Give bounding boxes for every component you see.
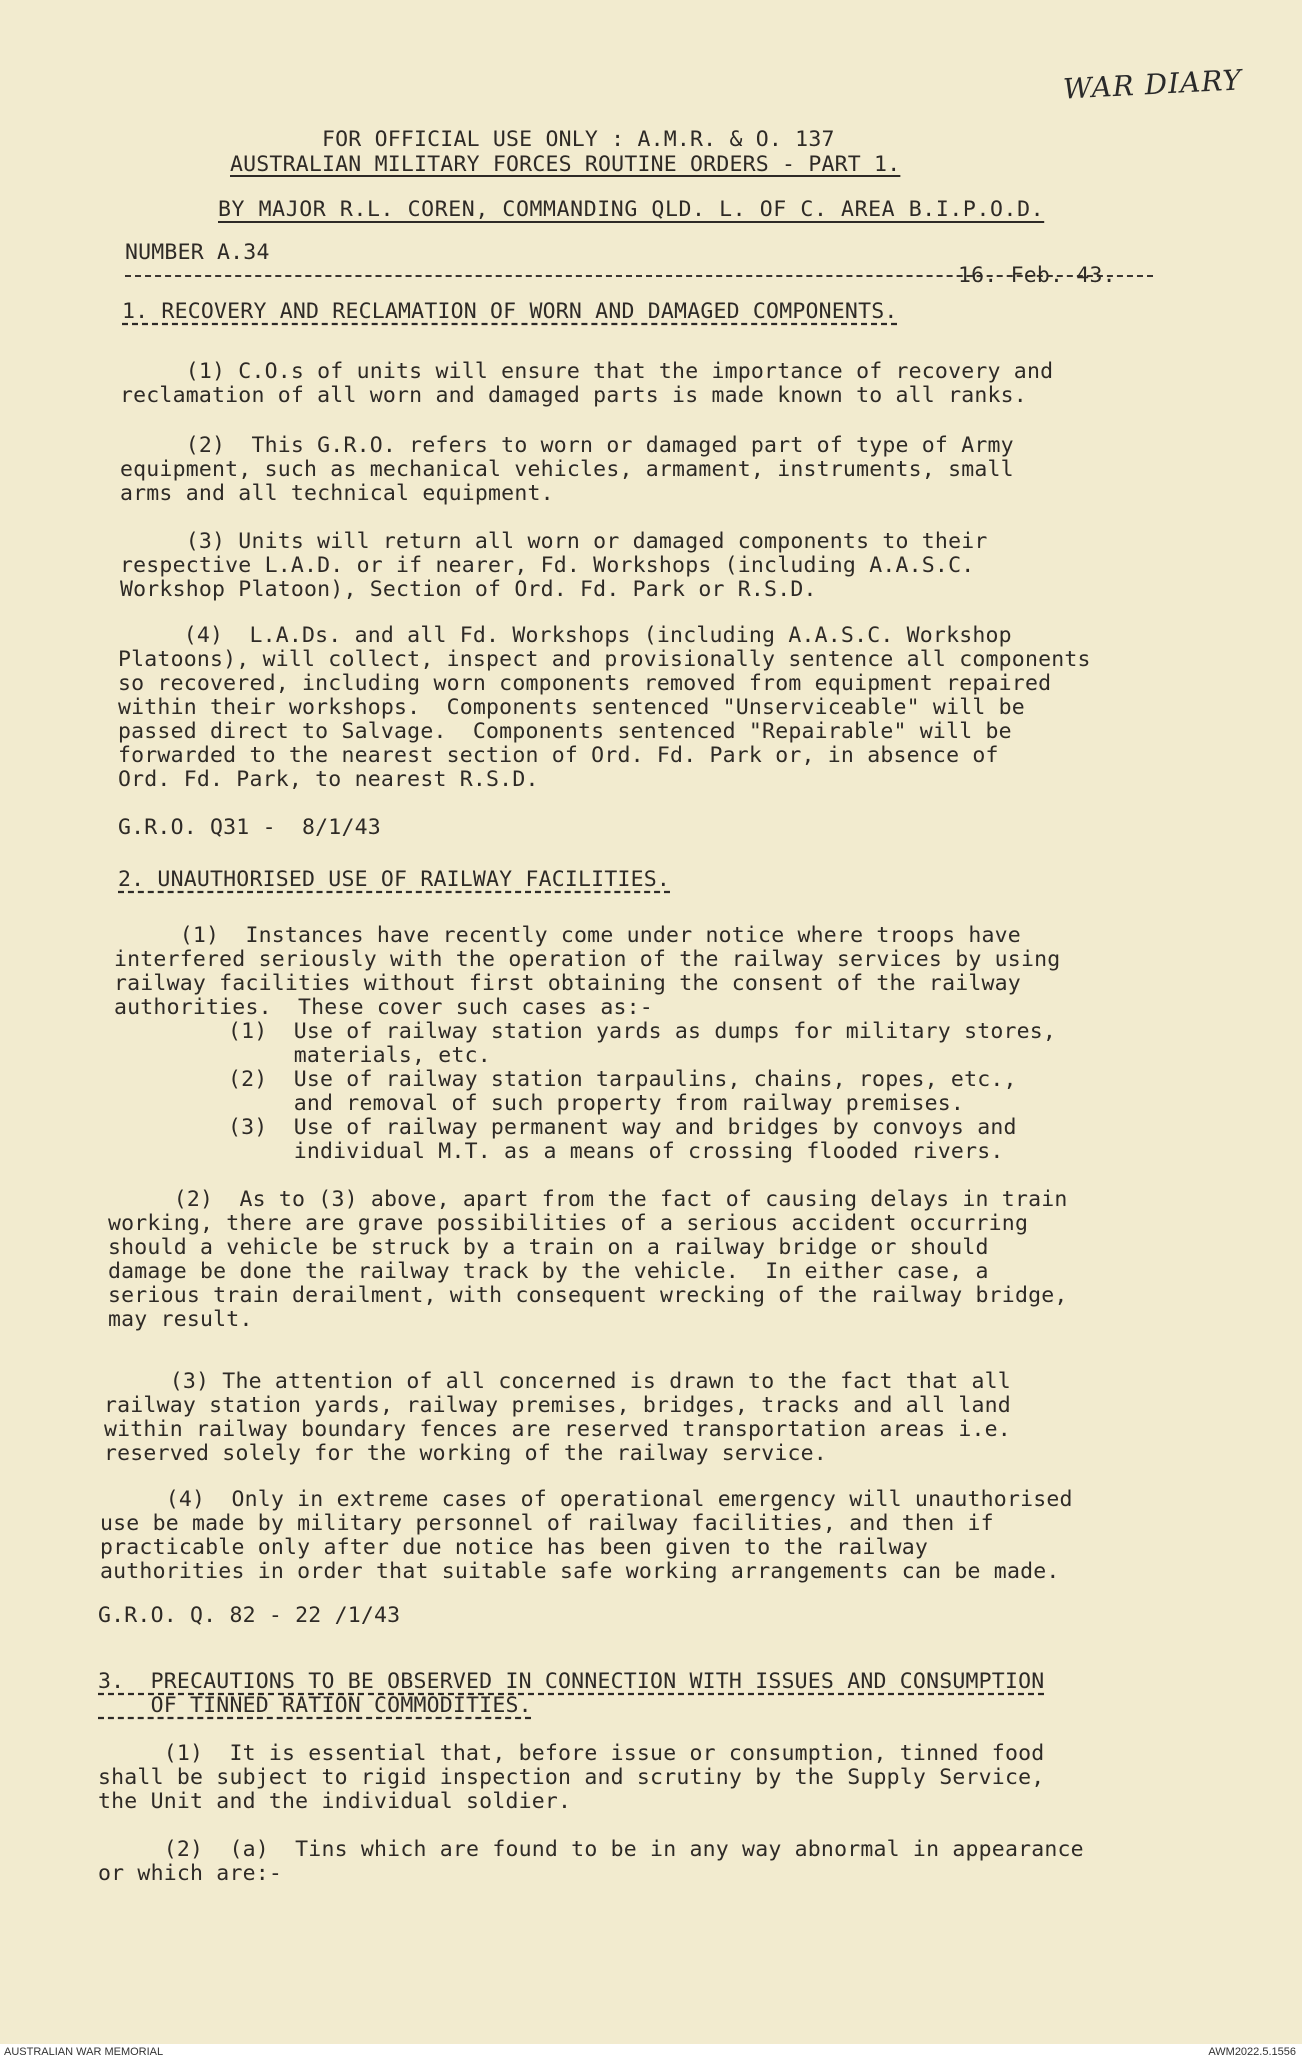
footer-accession-number: AWM2022.5.1556 bbox=[1208, 2046, 1296, 2058]
section-1-para-1: (1) C.O.s of units will ensure that the importance of recovery and reclamation of all worn and damaged parts is made known to all ranks. bbox=[120, 359, 1054, 408]
header-official-line: FOR OFFICIAL USE ONLY : A.M.R. & O. 137 bbox=[322, 127, 835, 152]
section-2-heading: 2. UNAUTHORISED USE OF RAILWAY FACILITIES. bbox=[118, 867, 671, 892]
section-1-para-3: (3) Units will return all worn or damaged components to their respective L.A.D. or if nearer, Fd. Workshops (including A.A.S.C. Workshop Platoon), Section of Ord. Fd. Park or R.S.D. bbox=[120, 529, 988, 602]
order-number: NUMBER A.34 bbox=[125, 240, 270, 265]
section-1-heading: 1. RECOVERY AND RECLAMATION OF WORN AND DAMAGED COMPONENTS. bbox=[122, 299, 898, 324]
section-2-para-3: (3) The attention of all concerned is drawn to the fact that all railway station yards, railway premises, bridges, tracks and all land within railway boundary fences are reserved transportation areas i.e. reserved solely for the working of the railway service. bbox=[104, 1369, 1011, 1466]
section-2-para-2: (2) As to (3) above, apart from the fact of causing delays in train working, there are grave possibilities of a serious accident occurring should a vehicle be struck by a train on a railway bridge or should damage be done the railway track by the vehicle. In either case, a serious train derailment, with consequent wrecking of the railway bridge, may result. bbox=[108, 1187, 1068, 1332]
section-2-list-item-3: (3) Use of railway permanent way and bridges by convoys and individual M.T. as a means of crossing flooded rivers. bbox=[228, 1115, 1017, 1164]
section-1-para-2: (2) This G.R.O. refers to worn or damaged part of type of Army equipment, such as mechanical vehicles, armament, instruments, small arms and all technical equipment. bbox=[120, 433, 1014, 506]
header-orders-title: AUSTRALIAN MILITARY FORCES ROUTINE ORDERS - PART 1. bbox=[230, 152, 901, 177]
section-2-list-item-1: (1) Use of railway station yards as dumps for military stores, materials, etc. bbox=[228, 1019, 1057, 1068]
section-1-reference: G.R.O. Q31 - 8/1/43 bbox=[118, 815, 381, 840]
header-commander-line: BY MAJOR R.L. COREN, COMMANDING QLD. L. OF C. AREA B.I.P.O.D. bbox=[218, 197, 1045, 222]
archive-footer bbox=[0, 2044, 1302, 2061]
section-2-intro: (1) Instances have recently come under notice where troops have interfered seriously with the operation of the railway services by using railway facilities without first obtaining the consent of the railway authorities. These cover such cases as:- bbox=[114, 923, 1061, 1020]
section-3-heading-line-2: OF TINNED RATION COMMODITIES. bbox=[98, 1693, 532, 1718]
section-3-para-2: (2) (a) Tins which are found to be in any way abnormal in appearance or which are:- bbox=[98, 1837, 1084, 1886]
handwritten-note: WAR DIARY bbox=[1062, 63, 1243, 106]
order-date: 16. Feb. 43. bbox=[958, 263, 1116, 288]
section-2-list-item-2: (2) Use of railway station tarpaulins, chains, ropes, etc., and removal of such property from railway premises. bbox=[228, 1067, 1017, 1116]
section-3-heading-line-1: 3. PRECAUTIONS TO BE OBSERVED IN CONNECTION WITH ISSUES AND CONSUMPTION bbox=[98, 1669, 1045, 1694]
footer-institution: AUSTRALIAN WAR MEMORIAL bbox=[4, 2046, 164, 2058]
section-2-reference: G.R.O. Q. 82 - 22 /1/43 bbox=[98, 1603, 401, 1628]
section-3-para-1: (1) It is essential that, before issue or consumption, tinned food shall be subject to rigid inspection and scrutiny by the Supply Service, the Unit and the individual soldier. bbox=[98, 1741, 1045, 1814]
section-2-para-4: (4) Only in extreme cases of operational emergency will unauthorised use be made by military personnel of railway facilities, and then if practicable only after due notice has been given to the railway authorities in order that suitable safe working arrangements can be made. bbox=[100, 1487, 1073, 1584]
section-1-para-4: (4) L.A.Ds. and all Fd. Workshops (including A.A.S.C. Workshop Platoons), will collect, inspect and provisionally sentence all components so recovered, including worn components removed from equipment repaired within their workshops. Components sentenced "Unserviceable" will be passed direct to Salvage. Components sentenced "Repairable" will be forwarded to the nearest section of Ord. Fd. Park or, in absence of Ord. Fd. Park, to nearest R.S.D. bbox=[118, 623, 1091, 792]
